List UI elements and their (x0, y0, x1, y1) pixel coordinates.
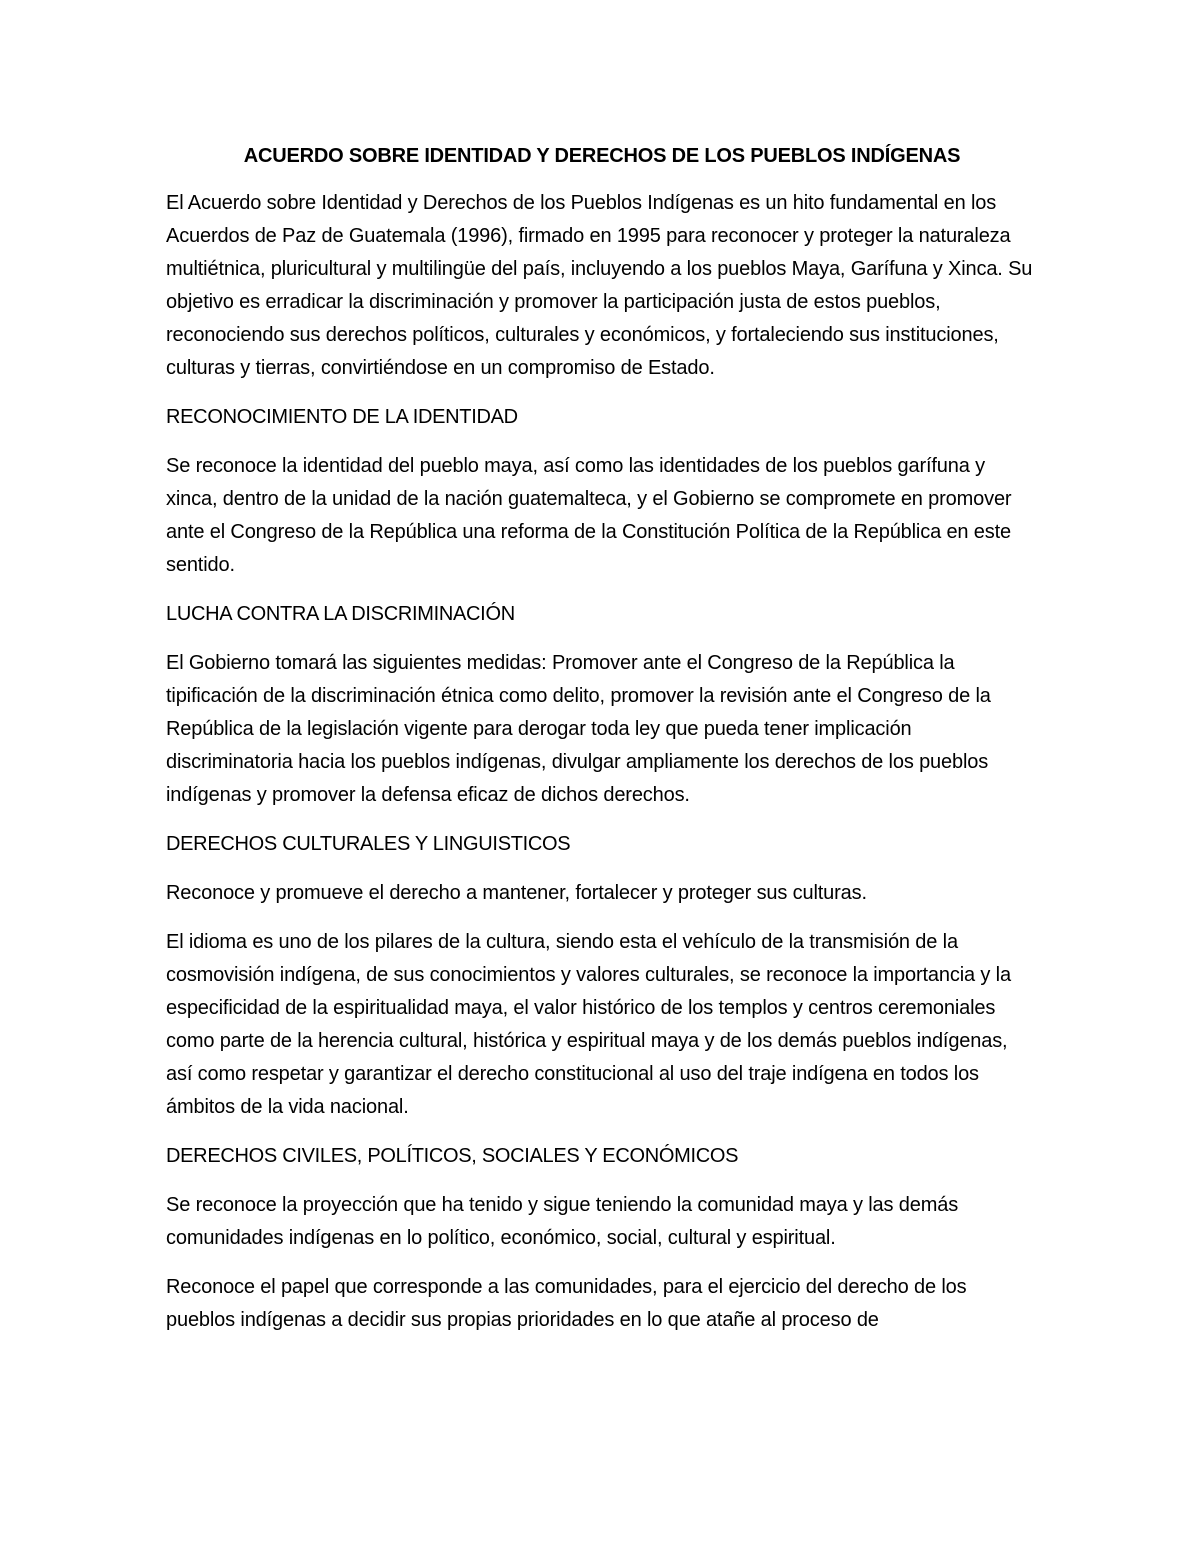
section-paragraph: Se reconoce la identidad del pueblo maya, así como las identidades de los pueblos garífuna y xinca, dentro de la unidad de la nación guatemalteca, y el Gobierno se compromete en promover ante el Congreso de la República una reforma de la Constitución Política de la República en este sentido. (166, 455, 1012, 576)
section-heading-civiles: DERECHOS CIVILES, POLÍTICOS, SOCIALES Y ECONÓMICOS (166, 1145, 739, 1167)
section-paragraph: El Gobierno tomará las siguientes medidas: Promover ante el Congreso de la República la tipificación de la discriminación étnica como delito, promover la revisión ante el Congreso de la República de la legislación vigente para derogar toda ley que pueda tener implicación discriminatoria hacia los pueblos indígenas, divulgar ampliamente los derechos de los pueblos indígenas y promover la defensa eficaz de dichos derechos. (166, 652, 991, 806)
document-title: ACUERDO SOBRE IDENTIDAD Y DERECHOS DE LOS PUEBLOS INDÍGENAS (243, 145, 961, 167)
section-heading-culturales: DERECHOS CULTURALES Y LINGUISTICOS (166, 833, 571, 855)
section-paragraph: Reconoce el papel que corresponde a las comunidades, para el ejercicio del derecho de los pueblos indígenas a decidir sus propias prioridades en lo que atañe al proceso de (166, 1276, 967, 1331)
document-body (166, 140, 1038, 1353)
intro-paragraph: El Acuerdo sobre Identidad y Derechos de los Pueblos Indígenas es un hito fundamental en los Acuerdos de Paz de Guatemala (1996), firmado en 1995 para reconocer y proteger la naturaleza multiétnica, pluricultural y multilingüe del país, incluyendo a los pueblos Maya, Garífuna y Xinca. Su objetivo es erradicar la discriminación y promover la participación justa de estos pueblos, reconociendo sus derechos políticos, culturales y económicos, y fortaleciendo sus instituciones, culturas y tierras, convirtiéndose en un compromiso de Estado. (166, 192, 1033, 379)
section-heading-discriminacion: LUCHA CONTRA LA DISCRIMINACIÓN (166, 603, 515, 625)
section-heading-identidad: RECONOCIMIENTO DE LA IDENTIDAD (166, 406, 518, 428)
section-paragraph: Se reconoce la proyección que ha tenido y sigue teniendo la comunidad maya y las demás comunidades indígenas en lo político, económico, social, cultural y espiritual. (166, 1194, 959, 1249)
section-paragraph: El idioma es uno de los pilares de la cultura, siendo esta el vehículo de la transmisión de la cosmovisión indígena, de sus conocimientos y valores culturales, se reconoce la importancia y la especificidad de la espiritualidad maya, el valor histórico de los templos y centros ceremoniales como parte de la herencia cultural, histórica y espiritual maya y de los demás pueblos indígenas, así como respetar y garantizar el derecho constitucional al uso del traje indígena en todos los ámbitos de la vida nacional. (166, 931, 1011, 1118)
section-paragraph: Reconoce y promueve el derecho a mantener, fortalecer y proteger sus culturas. (166, 882, 867, 904)
